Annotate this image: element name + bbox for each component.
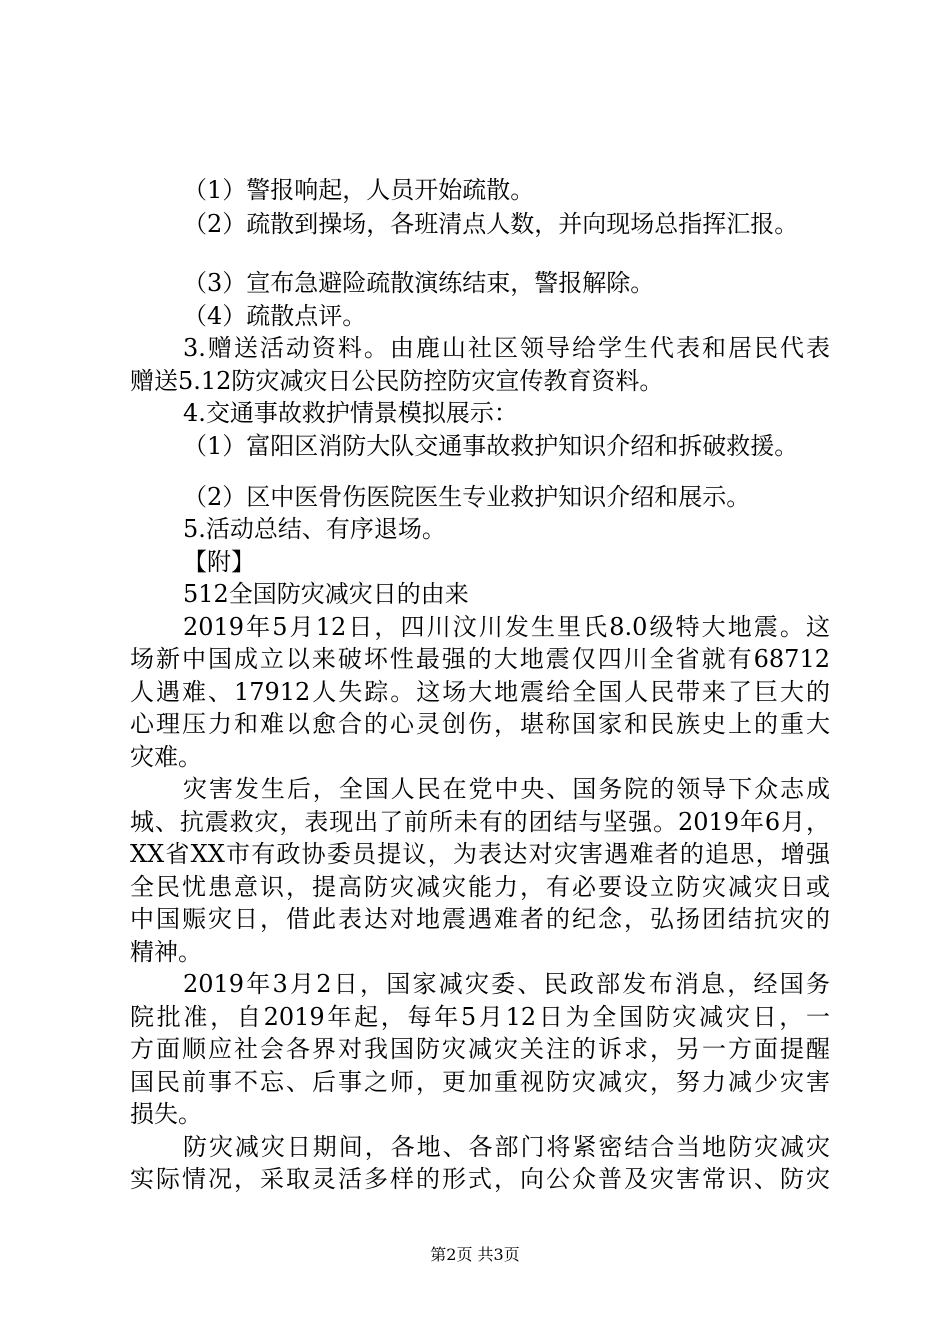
- text-line: 2019年5月12日，四川汶川发生里氏8.0级特大地震。这: [183, 613, 830, 641]
- text-line: 场新中国成立以来破坏性最强的大地震仅四川全省就有68712: [130, 645, 830, 673]
- text-line: XX省XX市有政协委员提议，为表达对灾害遇难者的追思，增强: [130, 840, 830, 868]
- text-line: （2）区中医骨伤医院医生专业救护知识介绍和展示。: [183, 483, 751, 511]
- text-line: 精神。: [130, 938, 202, 966]
- text-line: 2019年3月2日，国家减灾委、民政部发布消息，经国务: [183, 970, 830, 998]
- text-line: 4.交通事故救护情景模拟展示：: [183, 399, 518, 427]
- text-line: 赠送5.12防灾减灾日公民防控防灾宣传教育资料。: [130, 367, 664, 395]
- text-line: （1）富阳区消防大队交通事故救护知识介绍和拆破救援。: [183, 432, 799, 460]
- text-line: 院批准，自2019年起，每年5月12日为全国防灾减灾日，一: [130, 1003, 830, 1031]
- text-line: 防灾减灾日期间，各地、各部门将紧密结合当地防灾减灾: [183, 1133, 830, 1161]
- text-line: 3.赠送活动资料。由鹿山社区领导给学生代表和居民代表: [183, 334, 830, 362]
- text-line: 损失。: [130, 1100, 202, 1128]
- text-line: 灾害发生后，全国人民在党中央、国务院的领导下众志成: [183, 775, 830, 803]
- text-line: （4）疏散点评。: [183, 302, 367, 330]
- text-line: 国民前事不忘、后事之师，更加重视防灾减灾，努力减少灾害: [130, 1068, 830, 1096]
- text-line: 全民忧患意识，提高防灾减灾能力，有必要设立防灾减灾日或: [130, 873, 830, 901]
- section-title: 512全国防灾减灾日的由来: [183, 580, 469, 608]
- text-line: 中国赈灾日，借此表达对地震遇难者的纪念，弘扬团结抗灾的: [130, 905, 830, 933]
- text-line: （2）疏散到操场，各班清点人数，并向现场总指挥汇报。: [183, 210, 799, 238]
- text-line: 城、抗震救灾，表现出了前所未有的团结与坚强。2019年6月，: [130, 808, 830, 836]
- text-line: 灾难。: [130, 743, 202, 771]
- text-line: （3）宣布急避险疏散演练结束，警报解除。: [183, 269, 655, 297]
- text-line: （1）警报响起，人员开始疏散。: [183, 176, 535, 204]
- section-marker: 【附】: [183, 548, 255, 576]
- text-line: 方面顺应社会各界对我国防灾减灾关注的诉求，另一方面提醒: [130, 1035, 830, 1063]
- text-line: 实际情况，采取灵活多样的形式，向公众普及灾害常识、防灾: [130, 1165, 830, 1193]
- text-line: 5.活动总结、有序退场。: [183, 515, 446, 543]
- text-line: 人遇难、17912人失踪。这场大地震给全国人民带来了巨大的: [130, 678, 830, 706]
- page-footer: 第2页 共3页: [430, 1245, 520, 1264]
- text-line: 心理压力和难以愈合的心灵创伤，堪称国家和民族史上的重大: [130, 710, 830, 738]
